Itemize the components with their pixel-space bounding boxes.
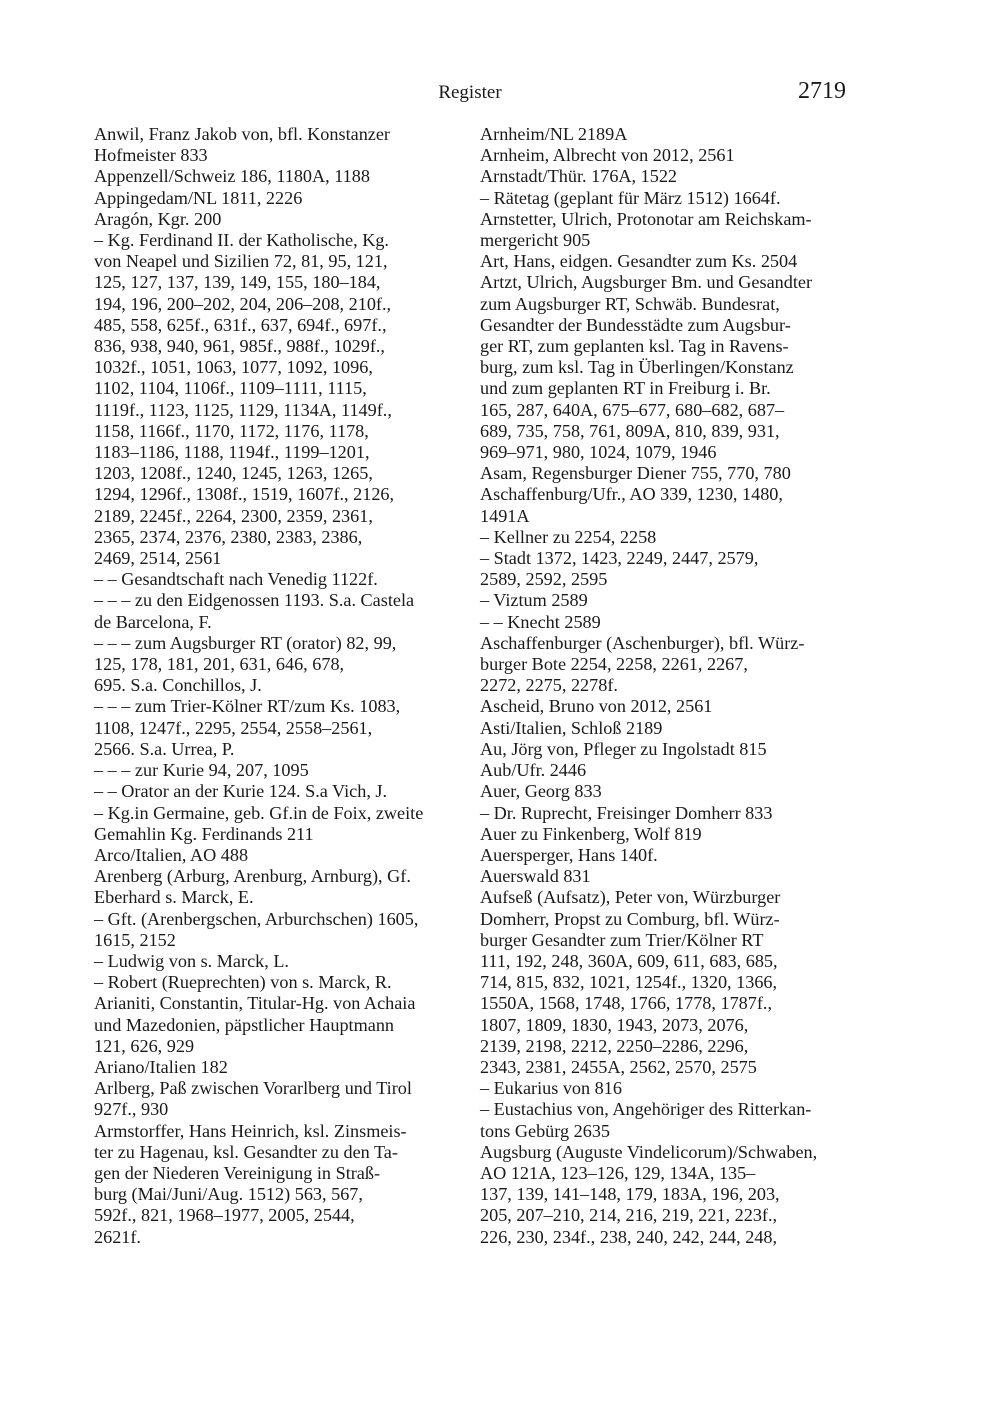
index-entry (480, 781, 860, 802)
index-entry-line: Ariano/Italien 182 (94, 1056, 228, 1077)
index-entry-line: 125, 178, 181, 201, 631, 646, 678, (94, 654, 345, 675)
index-entry-line: 1032f., 1051, 1063, 1077, 1092, 1096, (94, 357, 373, 378)
index-entry-line: und Mazedonien, päpstlicher Hauptmann (94, 1014, 395, 1035)
index-entry-line: 194, 196, 200–202, 204, 206–208, 210f., (94, 293, 392, 314)
index-entry-line: Arco/Italien, AO 488 (94, 844, 249, 865)
index-entry-line: Domherr, Propst zu Comburg, bfl. Würz- (480, 908, 780, 929)
page-number: 2719 (798, 78, 846, 104)
index-entry-line: – Kg. Ferdinand II. der Katholische, Kg. (94, 230, 389, 251)
index-entry (480, 696, 860, 717)
index-entry-line: tons Gebürg 2635 (480, 1120, 611, 1141)
index-entry (94, 230, 474, 569)
index-entry (94, 1121, 474, 1248)
index-entry-line: – Kg.in Germaine, geb. Gf.in de Foix, zweite (94, 802, 424, 823)
index-entry-line: Armstorffer, Hans Heinrich, ksl. Zinsmeis- (94, 1120, 407, 1141)
index-entry-line: 1615, 2152 (94, 929, 176, 950)
index-entry-line: Arnstadt/Thür. 176A, 1522 (480, 166, 678, 187)
index-entry-line: – – – zur Kurie 94, 207, 1095 (94, 760, 309, 781)
index-entry (480, 1078, 860, 1099)
index-entry-line: 592f., 821, 1968–1977, 2005, 2544, (94, 1205, 355, 1226)
index-entry-line: 1183–1186, 1188, 1194f., 1199–1201, (94, 442, 370, 463)
index-entry (94, 866, 474, 908)
index-entry-line: burg (Mai/Juni/Aug. 1512) 563, 567, (94, 1184, 363, 1205)
index-entry (480, 887, 860, 1078)
index-entry-line: 2566. S.a. Urrea, P. (94, 738, 235, 759)
index-entry (480, 548, 860, 590)
index-entry-line: Appingedam/NL 1811, 2226 (94, 187, 303, 208)
index-entry-line: burger Gesandter zum Trier/Kölner RT (480, 929, 764, 950)
index-entry-line: Aragón, Kgr. 200 (94, 208, 222, 229)
index-entry-line: – – – zum Augsburger RT (orator) 82, 99, (94, 632, 397, 653)
index-entry-line: Aschaffenburger (Aschenburger), bfl. Würz- (480, 632, 805, 653)
index-entry (480, 866, 860, 887)
index-entry-line: Eberhard s. Marck, E. (94, 887, 254, 908)
index-entry-line: AO 121A, 123–126, 129, 134A, 135– (480, 1162, 756, 1183)
index-entry (480, 803, 860, 824)
page-header (0, 80, 1004, 108)
index-entry-line: ter zu Hagenau, ksl. Gesandter zu den Ta- (94, 1141, 398, 1162)
index-entry-line: – Eukarius von 816 (480, 1078, 622, 1099)
index-entry-line: – Viztum 2589 (480, 590, 588, 611)
index-entry-line: Gemahlin Kg. Ferdinands 211 (94, 823, 314, 844)
index-entry-line: 1807, 1809, 1830, 1943, 2073, 2076, (480, 1014, 749, 1035)
index-entry-line: 689, 735, 758, 761, 809A, 810, 839, 931, (480, 420, 780, 441)
index-entry (480, 463, 860, 484)
index-entry-line: Arnheim, Albrecht von 2012, 2561 (480, 145, 735, 166)
index-entry-line: 2365, 2374, 2376, 2380, 2383, 2386, (94, 526, 363, 547)
index-entry-line: 226, 230, 234f., 238, 240, 242, 244, 248, (480, 1226, 778, 1247)
index-entry-line: 1203, 1208f., 1240, 1245, 1263, 1265, (94, 463, 373, 484)
index-entry (480, 1142, 860, 1248)
index-entry-line: 2139, 2198, 2212, 2250–2286, 2296, (480, 1035, 749, 1056)
index-entry-line: – – Orator an der Kurie 124. S.a Vich, J. (94, 781, 388, 802)
index-entry-line: 1102, 1104, 1106f., 1109–1111, 1115, (94, 378, 367, 399)
index-entry (480, 739, 860, 760)
index-entry (480, 166, 860, 187)
index-entry-line: 1294, 1296f., 1308f., 1519, 1607f., 2126, (94, 484, 395, 505)
index-entry-line: 165, 287, 640A, 675–677, 680–682, 687– (480, 399, 785, 420)
index-entry-line: – Stadt 1372, 1423, 2249, 2447, 2579, (480, 548, 759, 569)
index-entry-line: Aschaffenburg/Ufr., AO 339, 1230, 1480, (480, 484, 783, 505)
index-entry (94, 1057, 474, 1078)
index-entry (94, 569, 474, 590)
index-entry-line: 2343, 2381, 2455A, 2562, 2570, 2575 (480, 1056, 757, 1077)
index-entry-line: 969–971, 980, 1024, 1079, 1946 (480, 442, 717, 463)
index-entry-line: 714, 815, 832, 1021, 1254f., 1320, 1366, (480, 972, 778, 993)
index-entry-line: Augsburg (Auguste Vindelicorum)/Schwaben, (480, 1141, 818, 1162)
index-column-right (480, 124, 860, 1248)
index-entry-line: von Neapel und Sizilien 72, 81, 95, 121, (94, 251, 388, 272)
index-entry-line: 1119f., 1123, 1125, 1129, 1134A, 1149f., (94, 399, 392, 420)
index-entry-line: ger RT, zum geplanten ksl. Tag in Ravens- (480, 336, 789, 357)
index-entry-line: Arianiti, Constantin, Titular-Hg. von Achaia (94, 993, 416, 1014)
index-entry (94, 803, 474, 845)
index-entry (94, 209, 474, 230)
index-entry-line: und zum geplanten RT in Freiburg i. Br. (480, 378, 771, 399)
index-entry (480, 527, 860, 548)
index-entry-line: – Rätetag (geplant für März 1512) 1664f. (480, 187, 781, 208)
index-entry-line: burger Bote 2254, 2258, 2261, 2267, (480, 654, 748, 675)
index-entry-line: 2469, 2514, 2561 (94, 548, 222, 569)
index-entry-line: 927f., 930 (94, 1099, 169, 1120)
index-entry-line: 1491A (480, 505, 530, 526)
index-entry-line: 205, 207–210, 214, 216, 219, 221, 223f., (480, 1205, 778, 1226)
index-entry (480, 590, 860, 611)
index-entry-line: Asam, Regensburger Diener 755, 770, 780 (480, 463, 791, 484)
index-entry-line: de Barcelona, F. (94, 611, 212, 632)
index-entry (94, 124, 474, 166)
index-entry-line: 836, 938, 940, 961, 985f., 988f., 1029f., (94, 336, 385, 357)
index-entry-line: Aufseß (Aufsatz), Peter von, Würzburger (480, 887, 781, 908)
index-entry-line: 1108, 1247f., 2295, 2554, 2558–2561, (94, 717, 373, 738)
index-entry-line: 1158, 1166f., 1170, 1172, 1176, 1178, (94, 420, 369, 441)
index-entry-line: – – Gesandtschaft nach Venedig 1122f. (94, 569, 378, 590)
index-entry-line: Arlberg, Paß zwischen Vorarlberg und Tirol (94, 1078, 412, 1099)
index-entry (480, 124, 860, 145)
index-entry-line: 111, 192, 248, 360A, 609, 611, 683, 685, (480, 950, 778, 971)
index-entry-line: Arnheim/NL 2189A (480, 124, 628, 144)
index-entry (480, 209, 860, 251)
index-entry-line: Aub/Ufr. 2446 (480, 760, 587, 781)
index-entry-line: 137, 139, 141–148, 179, 183A, 196, 203, (480, 1184, 780, 1205)
index-entry-line: – – – zum Trier-Kölner RT/zum Ks. 1083, (94, 696, 401, 717)
running-title: Register (438, 82, 502, 103)
index-entry (480, 1099, 860, 1141)
index-entry (94, 993, 474, 1057)
index-entry (94, 760, 474, 781)
index-entry (94, 633, 474, 697)
index-entry-line: Gesandter der Bundesstädte zum Augsbur- (480, 314, 791, 335)
index-entry (480, 188, 860, 209)
index-entry-line: Asti/Italien, Schloß 2189 (480, 717, 663, 738)
index-entry (480, 251, 860, 272)
index-entry (480, 612, 860, 633)
index-entry-line: 695. S.a. Conchillos, J. (94, 675, 262, 696)
index-entry (480, 484, 860, 526)
index-entry-line: – – Knecht 2589 (480, 611, 601, 632)
index-entry-line: – Eustachius von, Angehöriger des Ritterkan- (480, 1099, 812, 1120)
index-entry (94, 845, 474, 866)
index-entry-line: Arenberg (Arburg, Arenburg, Arnburg), Gf. (94, 866, 411, 887)
index-entry (94, 590, 474, 632)
index-entry-line: mergericht 905 (480, 230, 591, 251)
index-entry-line: Au, Jörg von, Pfleger zu Ingolstadt 815 (480, 738, 767, 759)
index-entry (480, 145, 860, 166)
index-entry (480, 633, 860, 697)
index-entry-line: Hofmeister 833 (94, 145, 208, 166)
index-entry-line: Anwil, Franz Jakob von, bfl. Konstanzer (94, 124, 390, 144)
index-entry-line: gen der Niederen Vereinigung in Straß- (94, 1162, 381, 1183)
index-entry (94, 972, 474, 993)
index-entry-line: Auer zu Finkenberg, Wolf 819 (480, 823, 702, 844)
index-entry (480, 845, 860, 866)
index-entry-line: 121, 626, 929 (94, 1035, 195, 1056)
index-entry-line: – Gft. (Arenbergschen, Arburchschen) 1605, (94, 908, 419, 929)
index-entry-line: 125, 127, 137, 139, 149, 155, 180–184, (94, 272, 381, 293)
index-entry (94, 696, 474, 760)
index-entry-line: Auersperger, Hans 140f. (480, 844, 658, 865)
index-entry-line: – Robert (Rueprechten) von s. Marck, R. (94, 972, 392, 993)
index-entry-line: 485, 558, 625f., 631f., 637, 694f., 697f., (94, 314, 387, 335)
index-entry (94, 951, 474, 972)
index-entry (94, 1078, 474, 1120)
index-entry-line: 2621f. (94, 1226, 141, 1247)
index-entry (94, 909, 474, 951)
index-entry-line: Ascheid, Bruno von 2012, 2561 (480, 696, 713, 717)
index-entry-line: Arnstetter, Ulrich, Protonotar am Reichskam- (480, 208, 812, 229)
index-entry (480, 824, 860, 845)
index-entry (94, 781, 474, 802)
index-entry-line: burg, zum ksl. Tag in Überlingen/Konstanz (480, 357, 794, 378)
index-entry-line: 2189, 2245f., 2264, 2300, 2359, 2361, (94, 505, 373, 526)
index-entry-line: Auerswald 831 (480, 866, 591, 887)
index-entry-line: 2272, 2275, 2278f. (480, 675, 618, 696)
index-entry-line: 2589, 2592, 2595 (480, 569, 608, 590)
index-entry (94, 188, 474, 209)
index-entry-line: – Ludwig von s. Marck, L. (94, 950, 289, 971)
index-entry-line: – Kellner zu 2254, 2258 (480, 526, 657, 547)
index-entry (480, 272, 860, 463)
index-column-left (94, 124, 474, 1248)
index-entry-line: Auer, Georg 833 (480, 781, 602, 802)
index-entry-line: 1550A, 1568, 1748, 1766, 1778, 1787f., (480, 993, 773, 1014)
index-entry (94, 166, 474, 187)
index-entry-line: Appenzell/Schweiz 186, 1180A, 1188 (94, 166, 370, 187)
index-entry-line: – – – zu den Eidgenossen 1193. S.a. Castela (94, 590, 415, 611)
index-entry (480, 718, 860, 739)
index-entry-line: zum Augsburger RT, Schwäb. Bundesrat, (480, 293, 780, 314)
index-entry-line: Art, Hans, eidgen. Gesandter zum Ks. 2504 (480, 251, 798, 272)
index-entry (480, 760, 860, 781)
index-entry-line: Artzt, Ulrich, Augsburger Bm. und Gesandter (480, 272, 813, 293)
index-entry-line: – Dr. Ruprecht, Freisinger Domherr 833 (480, 802, 773, 823)
